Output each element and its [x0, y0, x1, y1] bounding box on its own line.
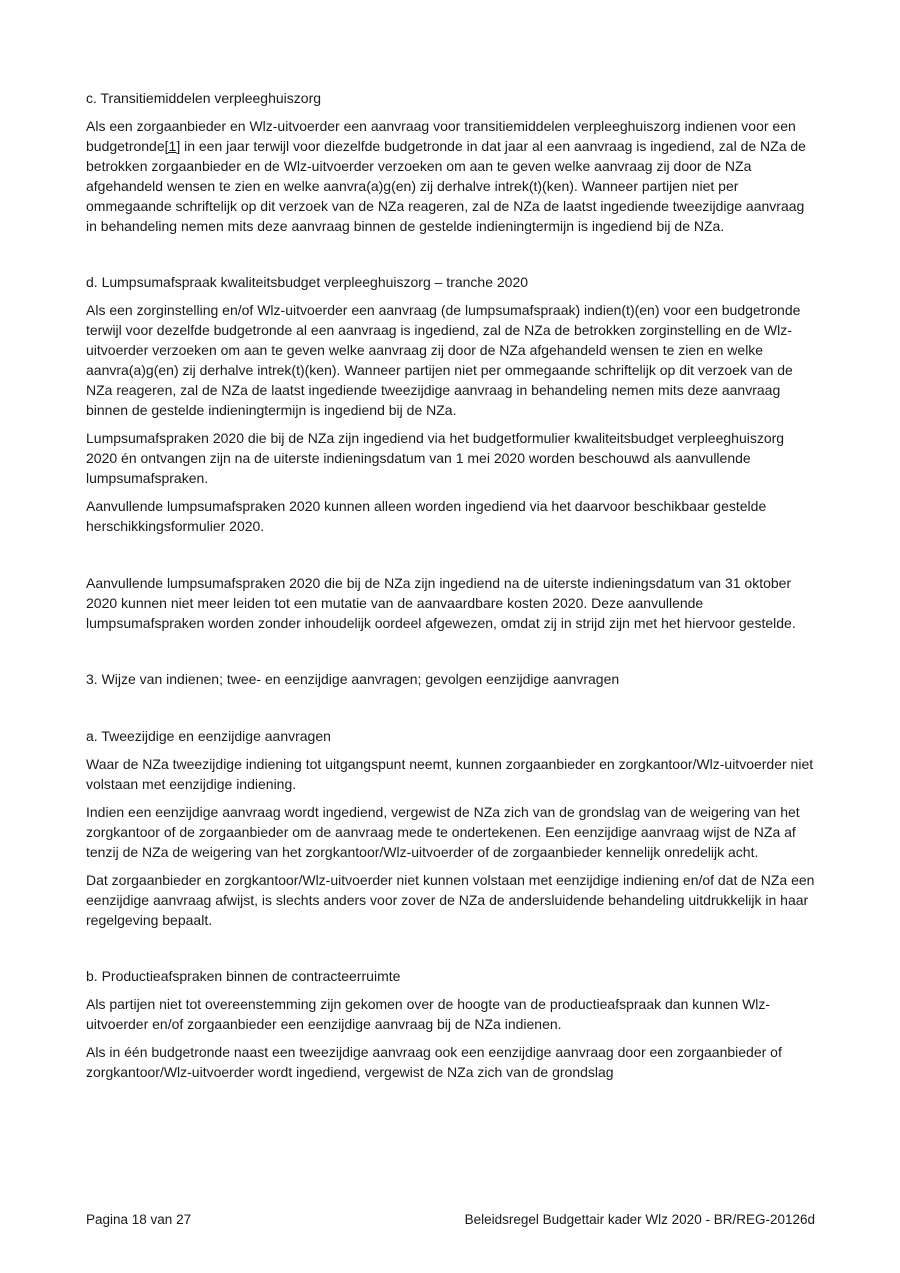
- paragraph-tweezijdig-3: Dat zorgaanbieder en zorgkantoor/Wlz-uitvoerder niet kunnen volstaan met eenzijdige indiening en/of dat de NZa een eenzijdige aanvraag afwijst, is slechts anders voor zover de NZa de andersluidende behandeling uitdrukkelijk in haar regelgeving bepaalt.: [86, 872, 815, 928]
- paragraph-lumpsum-3: Aanvullende lumpsumafspraken 2020 kunnen alleen worden ingediend via het daarvoor beschikbaar gestelde herschikkingsformulier 2020.: [86, 498, 767, 534]
- paragraph-lumpsum-1: Als een zorginstelling en/of Wlz-uitvoerder een aanvraag (de lumpsumafspraak) indien(t)(en) voor een budgetronde terwijl voor dezelfde budgetronde al een aanvraag is ingediend, zal de NZa de betrokken zorginstelling en de Wlz-uitvoerder verzoeken om aan te geven welke aanvraag zij door de NZa afgehandeld wensen te zien en welke aanvra(a)g(en) zij derhalve intrek(t)(ken). Wanneer partijen niet per ommegaande schriftelijk op dit verzoek van de NZa reageren, zal de NZa de laatst ingediende tweezijdige aanvraag in behandeling nemen mits deze aanvraag binnen de gestelde indieningtermijn is ingediend bij de NZa.: [86, 302, 801, 418]
- chapter-heading-wijze-van-indienen: 3. Wijze van indienen; twee- en eenzijdige aanvragen; gevolgen eenzijdige aanvragen: [86, 671, 620, 687]
- paragraph-productie-2: Als in één budgetronde naast een tweezijdige aanvraag ook een eenzijdige aanvraag door een zorgaanbieder of zorgkantoor/Wlz-uitvoerder wordt ingediend, vergewist de NZa zich van de grondslag: [86, 1044, 782, 1080]
- document-reference: Beleidsregel Budgettair kader Wlz 2020 - BR/REG-20126d: [464, 1212, 815, 1227]
- document-page-content: [86, 88, 816, 1082]
- paragraph-text: in een jaar terwijl voor diezelfde budgetronde in dat jaar al een aanvraag is ingediend, zal de NZa de betrokken zorgaanbieder en de Wlz-uitvoerder verzoeken om aan te geven welke aanvraag zij door de NZa afgehandeld wensen te zien en welke aanvra(a)g(en) zij derhalve intrek(t)(ken). Wanneer partijen niet per ommegaande schriftelijk op dit verzoek van de NZa reageren, zal de NZa de laatst ingediende tweezijdige aanvraag in behandeling nemen mits deze aanvraag binnen de gestelde indieningtermijn is ingediend bij de NZa.: [86, 138, 806, 234]
- paragraph-lumpsum-4: Aanvullende lumpsumafspraken 2020 die bij de NZa zijn ingediend na de uiterste indieningsdatum van 31 oktober 2020 kunnen niet meer leiden tot een mutatie van de aanvaardbare kosten 2020. Deze aanvullende lumpsumafspraken worden zonder inhoudelijk oordeel afgewezen, omdat zij in strijd zijn met het hiervoor gestelde.: [86, 575, 796, 631]
- section-heading-transitiemiddelen: c. Transitiemiddelen verpleeghuiszorg: [86, 90, 322, 106]
- paragraph-transitiemiddelen: [86, 116, 816, 236]
- paragraph-lumpsum-2: Lumpsumafspraken 2020 die bij de NZa zijn ingediend via het budgetformulier kwaliteitsbudget verpleeghuiszorg 2020 én ontvangen zijn na de uiterste indieningsdatum van 1 mei 2020 worden beschouwd als aanvullende lumpsumafspraken.: [86, 430, 785, 486]
- section-heading-tweezijdige-aanvragen: a. Tweezijdige en eenzijdige aanvragen: [86, 728, 331, 744]
- paragraph-text: Als een zorgaanbieder en Wlz-uitvoerder een aanvraag voor transitiemiddelen verpleeghuiszorg indienen voor een budgetronde: [86, 118, 796, 154]
- page-number: Pagina 18 van 27: [86, 1212, 192, 1227]
- paragraph-tweezijdig-2: Indien een eenzijdige aanvraag wordt ingediend, vergewist de NZa zich van de grondslag van de weigering van het zorgkantoor of de zorgaanbieder om de aanvraag mede te ondertekenen. Een eenzijdige aanvraag wijst de NZa af tenzij de NZa de weigering van het zorgkantoor/Wlz-uitvoerder of de zorgaanbieder kennelijk onredelijk acht.: [86, 804, 800, 860]
- paragraph-tweezijdig-1: Waar de NZa tweezijdige indiening tot uitgangspunt neemt, kunnen zorgaanbieder en zorgkantoor/Wlz-uitvoerder niet volstaan met eenzijdige indiening.: [86, 756, 814, 792]
- section-heading-lumpsumafspraak: d. Lumpsumafspraak kwaliteitsbudget verpleeghuiszorg – tranche 2020: [86, 274, 529, 290]
- section-heading-productieafspraken: b. Productieafspraken binnen de contracteerruimte: [86, 968, 401, 984]
- page-footer: [86, 1212, 815, 1228]
- footnote-1-link[interactable]: [1]: [164, 138, 181, 154]
- paragraph-productie-1: Als partijen niet tot overeenstemming zijn gekomen over de hoogte van de productieafspraak dan kunnen Wlz-uitvoerder en/of zorgaanbieder een eenzijdige aanvraag bij de NZa indienen.: [86, 996, 771, 1032]
